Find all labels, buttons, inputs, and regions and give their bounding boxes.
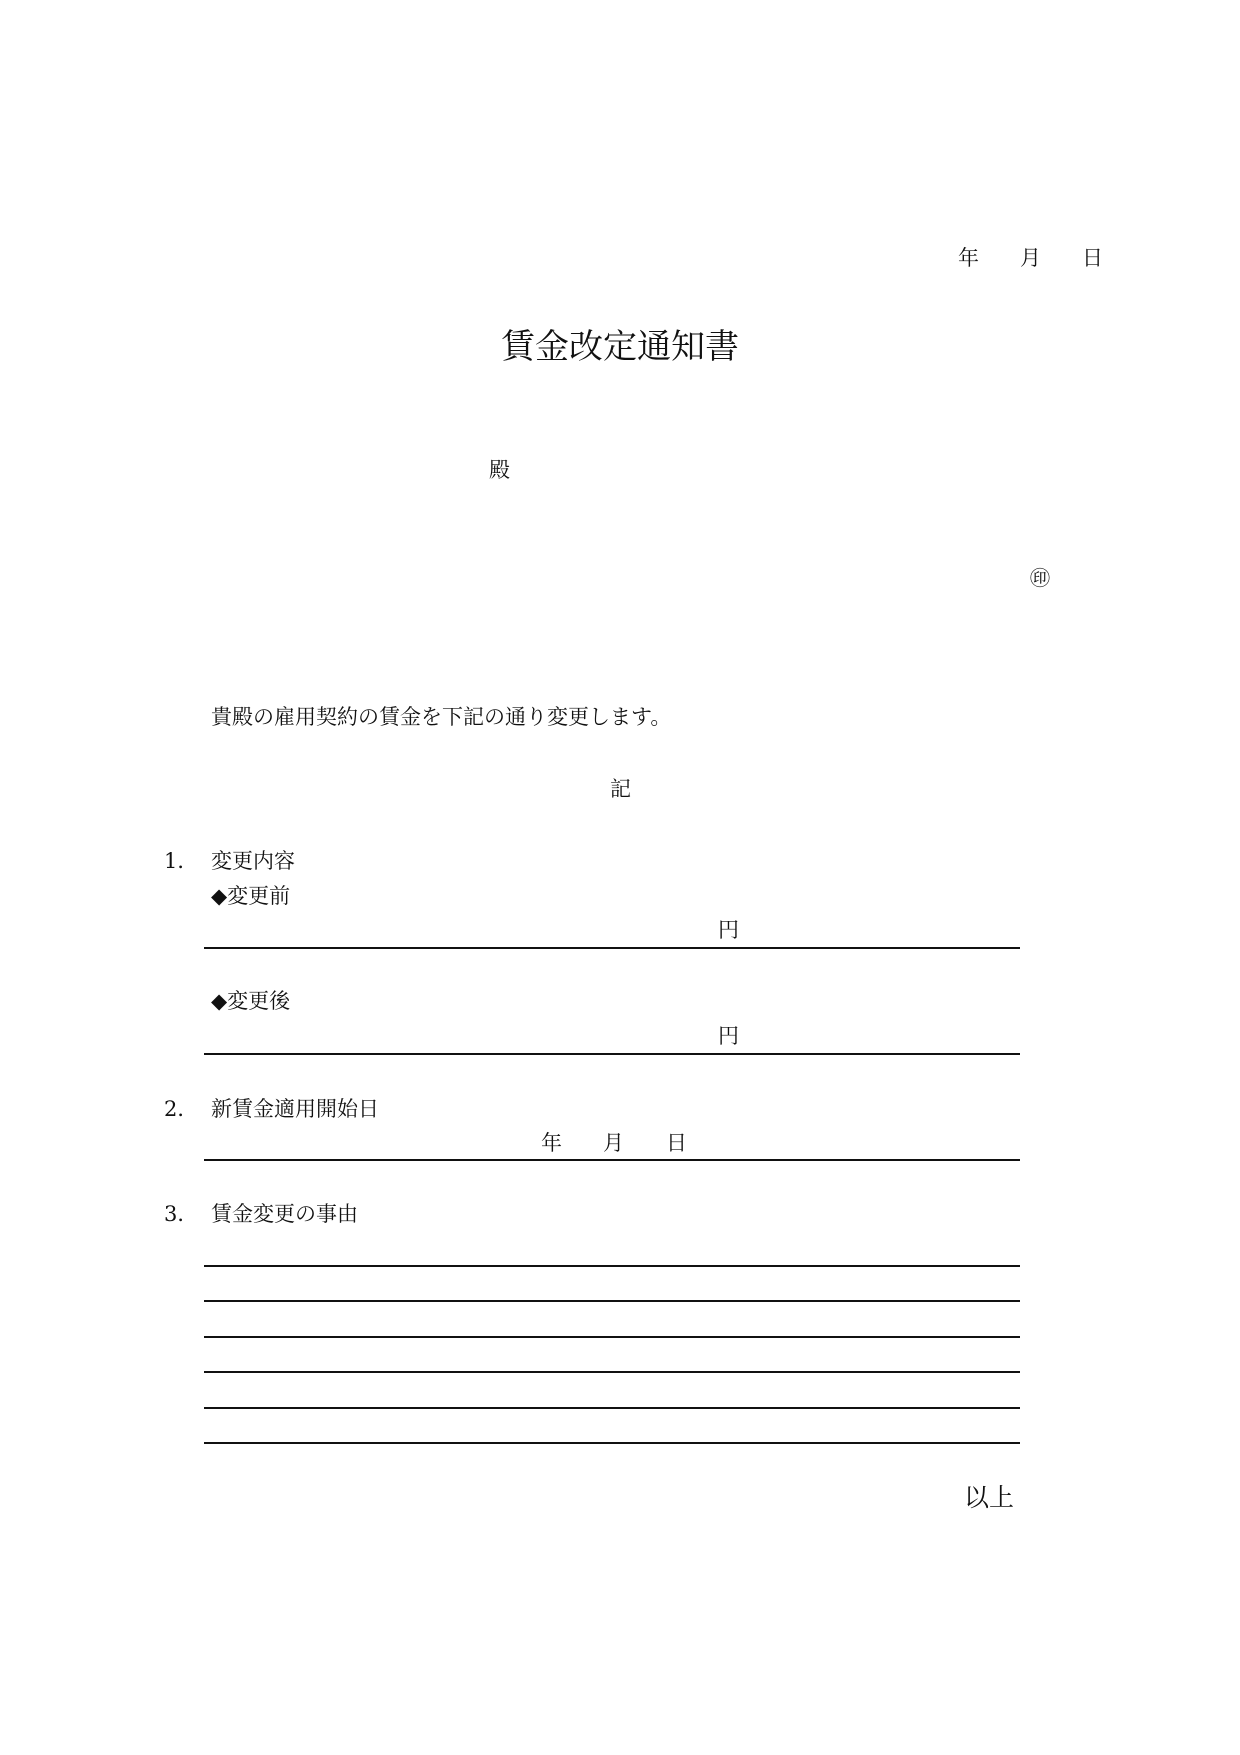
ki-label: 記 <box>610 777 631 801</box>
seal-icon: ㊞ <box>1030 566 1050 590</box>
recipient-suffix: 殿 <box>489 458 510 482</box>
closing-text: 以上 <box>964 1483 1015 1512</box>
date-day-label: 日 <box>1082 246 1103 270</box>
before-unit: 円 <box>718 918 739 942</box>
after-label: ◆変更後 <box>211 989 291 1013</box>
reason-line <box>204 1371 1020 1373</box>
start-year-label: 年 <box>541 1131 562 1155</box>
section1-number: 1． <box>164 849 199 873</box>
section3-number: 3． <box>164 1202 199 1226</box>
after-amount-line <box>204 1053 1020 1055</box>
reason-line <box>204 1336 1020 1338</box>
start-day-label: 日 <box>666 1131 687 1155</box>
start-date-line <box>204 1159 1020 1161</box>
after-unit: 円 <box>718 1024 739 1048</box>
section2-heading: 新賃金適用開始日 <box>211 1097 379 1121</box>
section3-heading: 賃金変更の事由 <box>211 1202 358 1226</box>
before-amount-line <box>204 947 1020 949</box>
intro-text: 貴殿の雇用契約の賃金を下記の通り変更します。 <box>211 705 672 729</box>
reason-line <box>204 1300 1020 1302</box>
reason-line <box>204 1442 1020 1444</box>
document-title: 賃金改定通知書 <box>501 327 739 367</box>
reason-line <box>204 1407 1020 1409</box>
start-month-label: 月 <box>603 1131 624 1155</box>
section2-number: 2． <box>164 1097 199 1121</box>
before-label: ◆変更前 <box>211 884 291 908</box>
date-year-label: 年 <box>958 246 979 270</box>
section1-heading: 変更内容 <box>211 849 295 873</box>
date-month-label: 月 <box>1020 246 1041 270</box>
reason-line <box>204 1265 1020 1267</box>
